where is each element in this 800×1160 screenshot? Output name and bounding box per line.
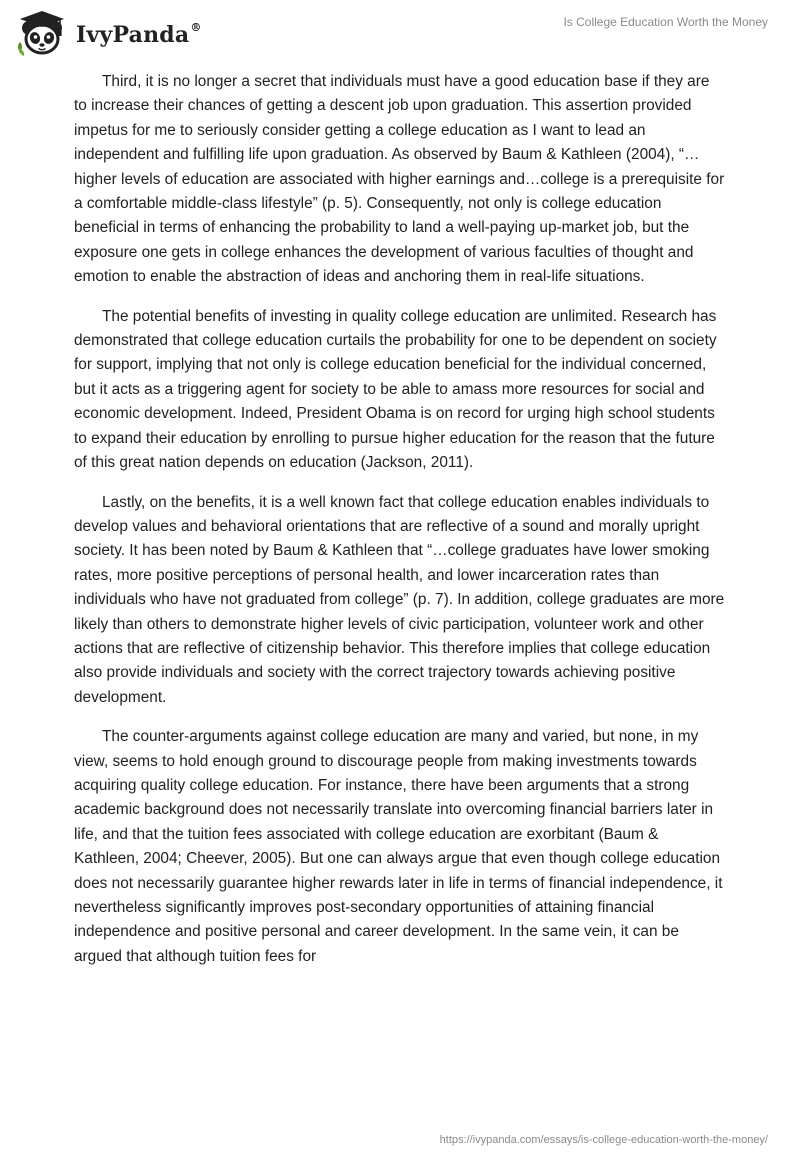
paragraph-benefits-earnings: Third, it is no longer a secret that individuals must have a good education base if they are to increase their chances of getting a descent job upon graduation. This assertion provided impetus for me to seriously consider getting a college education as I want to lead an independent and fulfilling life upon graduation. As observed by Baum & Kathleen (2004), “…higher levels of education are associated with higher earnings and…college is a prerequisite for a comfortable middle-class lifestyle” (p. 5). Consequently, not only is college education beneficial in terms of enhancing the probability to land a well-paying up-market job, but the exposure one gets in college enhances the development of various faculties of thought and emotion to enable the abstraction of ideas and anchoring them in real-life situations. bbox=[74, 73, 725, 286]
panda-graduate-icon bbox=[14, 8, 72, 60]
essay-body bbox=[74, 70, 726, 984]
paragraph-benefits-values: Lastly, on the benefits, it is a well known fact that college education enables individuals to develop values and behavioral orientations that are reflective of a sound and morally upright society. It has been noted by Baum & Kathleen that “…college graduates have lower smoking rates, more positive perceptions of personal health, and lower incarceration rates than individuals who have not graduated from college” (p. 7). In addition, college graduates are more likely than others to demonstrate higher levels of civic participation, volunteer work and other actions that are reflective of citizenship behavior. This therefore implies that college education also provide individuals and society with the correct trajectory towards achieving positive development. bbox=[74, 493, 725, 706]
source-url[interactable]: https://ivypanda.com/essays/is-college-education-worth-the-money/ bbox=[439, 1134, 768, 1146]
paragraph-benefits-society: The potential benefits of investing in quality college education are unlimited. Research has demonstrated that college education curtails the probability for one to be dependent on society for support, implying that not only is college education beneficial for the individual concerned, but it acts as a triggering agent for society to be able to amass more resources for social and economic development. Indeed, President Obama is on record for urging high school students to expand their education by enrolling to pursue higher education for the reason that the future of this great nation depends on education (Jackson, 2011). bbox=[74, 307, 717, 472]
page-header bbox=[0, 0, 800, 72]
brand-logo[interactable] bbox=[14, 8, 202, 60]
registered-mark: ® bbox=[190, 20, 202, 34]
brand-name: IvyPanda® bbox=[76, 20, 202, 48]
paragraph-counter-arguments: The counter-arguments against college education are many and varied, but none, in my view, seems to hold enough ground to discourage people from making investments towards acquiring quality college education. For instance, there have been arguments that a strong academic background does not necessarily translate into overcoming financial barriers later in life, and that the tuition fees associated with college education are exorbitant (Baum & Kathleen, 2004; Cheever, 2005). But one can always argue that even though college education does not necessarily guarantee higher rewards later in life in terms of financial independence, it nevertheless significantly improves post-secondary opportunities of attaining financial independence and positive personal and career development. In the same vein, it can be argued that although tuition fees for bbox=[74, 728, 723, 965]
document-title: Is College Education Worth the Money bbox=[563, 15, 768, 29]
